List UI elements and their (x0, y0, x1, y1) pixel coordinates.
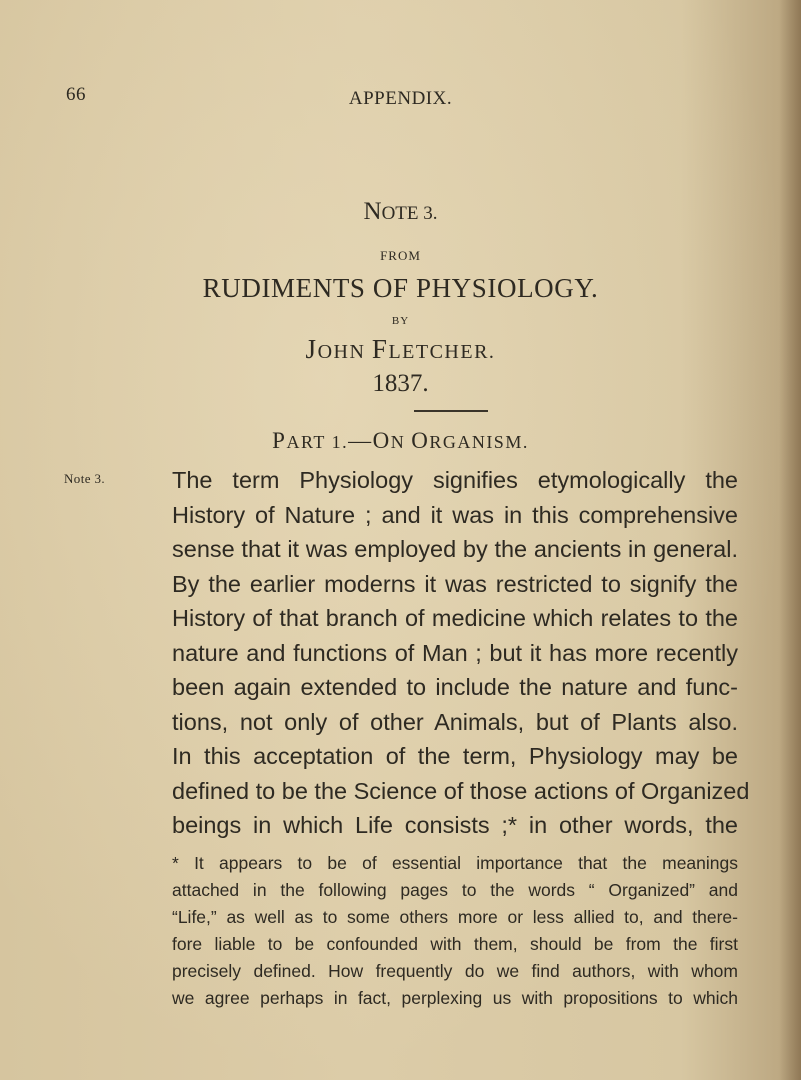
from-label: FROM (380, 248, 421, 263)
section-divider (414, 410, 488, 412)
footnote-line: we agree perhaps in fact, perplexing us with propositions to which (172, 988, 738, 1008)
running-title: APPENDIX. (348, 88, 453, 109)
body-line: tions, not only of other Animals, but of Plants also. (172, 709, 738, 735)
note-heading: NOTE 3. (363, 198, 438, 225)
body-line: History of that branch of medicine which relates to the (172, 605, 738, 631)
body-line: In this acceptation of the term, Physiology may be (172, 743, 738, 769)
author-name: JOHN FLETCHER. (305, 334, 496, 364)
body-line: defined to be the Science of those actions of Organized (172, 778, 750, 804)
footnote-line: * It appears to be of essential importance that the meanings (172, 853, 738, 873)
body-line: By the earlier moderns it was restricted to signify the (172, 571, 738, 597)
part-heading: PART 1.—ON ORGANISM. (272, 428, 529, 453)
body-line: The term Physiology signifies etymologically the (172, 467, 738, 493)
body-line: nature and functions of Man ; but it has more recently (172, 640, 738, 666)
body-line: sense that it was employed by the ancients in general. (172, 536, 738, 562)
footnote-line: attached in the following pages to the words “ Organized” and (172, 880, 738, 900)
body-line: History of Nature ; and it was in this comprehensive (172, 502, 738, 528)
page-number: 66 (66, 84, 86, 105)
page-edge-shadow (779, 0, 801, 1080)
publication-year: 1837. (372, 370, 429, 397)
body-line: been again extended to include the nature and func- (172, 674, 738, 700)
footnote-line: fore liable to be confounded with them, should be from the first (172, 934, 738, 954)
footnote-line: “Life,” as well as to some others more or less allied to, and there- (172, 907, 738, 927)
by-label: BY (391, 315, 410, 327)
footnote-line: precisely defined. How frequently do we find authors, with whom (172, 961, 738, 981)
margin-note: Note 3. (64, 471, 106, 486)
book-title: RUDIMENTS OF PHYSIOLOGY. (202, 273, 599, 303)
body-line: beings in which Life consists ;* in other words, the (172, 812, 738, 838)
